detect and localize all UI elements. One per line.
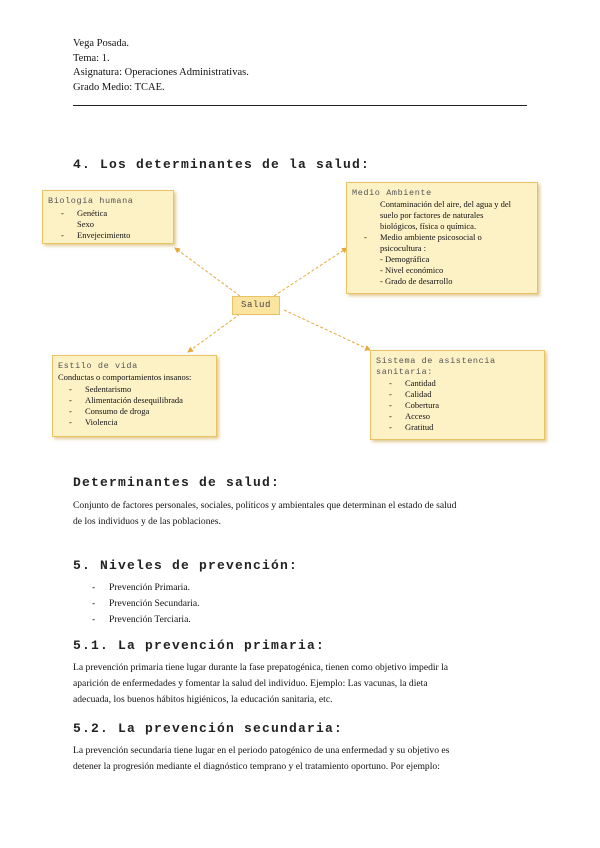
list-item: - Gratitud xyxy=(405,422,439,433)
paragraph-line: La prevención secundaria tiene lugar en el periodo patogénico de una enfermedad y su objetivo es xyxy=(73,745,450,756)
secondary-prevention-paragraph xyxy=(73,743,533,775)
estilo-list xyxy=(85,384,183,428)
estilo-vida-box xyxy=(52,355,217,437)
sistema-title-2: sanitaria: xyxy=(376,367,434,377)
prevention-levels-list xyxy=(92,580,200,628)
list-item: - Cantidad xyxy=(405,378,439,389)
author-line: Vega Posada. xyxy=(73,38,129,49)
subject-line: Asignatura: Operaciones Administrativas. xyxy=(73,67,249,78)
list-item: - Cobertura xyxy=(405,400,439,411)
list-item: psicocultura : xyxy=(380,243,427,253)
list-item: - Prevención Primaria. xyxy=(92,580,200,596)
arrow-to-biologia xyxy=(175,248,240,296)
paragraph-line: detener la progresión mediante el diagnóstico temprano y el tratamiento oportuno. Por ejemplo: xyxy=(73,761,440,772)
sistema-asistencia-box xyxy=(370,350,545,440)
list-item: - Alimentación desequilibrada xyxy=(85,395,183,406)
list-item: - Medio ambiente psicosocial o xyxy=(380,232,511,243)
arrow-to-sistema xyxy=(284,310,370,350)
paragraph-line: Conjunto de factores personales, sociales, políticos y ambientales que determinan el estado de salud xyxy=(73,500,457,511)
list-item: - Envejecimiento xyxy=(77,230,130,241)
list-item: biológicos, física o química. xyxy=(380,221,477,231)
medio-ambiente-box xyxy=(346,182,538,294)
list-item: - Prevención Secundaria. xyxy=(92,596,200,612)
section-5-heading: 5. Niveles de prevención: xyxy=(73,558,299,573)
list-item: - Nivel económico xyxy=(380,265,444,275)
section-5-2-heading: 5.2. La prevención secundaria: xyxy=(73,721,344,736)
list-item: - Genética xyxy=(77,208,130,219)
list-item: - Violencia xyxy=(85,417,183,428)
list-item: - Demográfica xyxy=(380,254,430,264)
paragraph-line: aparición de enfermedades y fomentar la salud del individuo. Ejemplo: Las vacunas, la dieta xyxy=(73,678,428,689)
section-5-1-heading: 5.1. La prevención primaria: xyxy=(73,638,326,653)
determinantes-paragraph xyxy=(73,498,533,530)
salud-center-box: Salud xyxy=(232,296,280,315)
biologia-list xyxy=(77,208,130,241)
list-item: - Grado de desarrollo xyxy=(380,276,453,286)
paragraph-line: de los individuos y de las poblaciones. xyxy=(73,516,221,527)
arrow-to-medio xyxy=(274,248,347,296)
medio-title: Medio Ambiente xyxy=(352,188,432,198)
list-item: Contaminación del aire, del agua y del xyxy=(380,199,511,209)
medio-list xyxy=(380,199,511,287)
estilo-intro: Conductas o comportamientos insanos: xyxy=(58,372,192,382)
list-item: - Acceso xyxy=(405,411,439,422)
list-item: - Prevención Terciaria. xyxy=(92,612,200,628)
topic-line: Tema: 1. xyxy=(73,52,110,64)
list-item: suelo por factores de naturales xyxy=(380,210,484,220)
paragraph-line: adecuada, los buenos hábitos higiénicos, la educación sanitaria, etc. xyxy=(73,694,333,705)
list-item: - Consumo de droga xyxy=(85,406,183,417)
biologia-box xyxy=(42,190,174,244)
paragraph-line: La prevención primaria tiene lugar durante la fase prepatogénica, tienen como objetivo impedir la xyxy=(73,662,449,673)
biologia-title: Biología humana xyxy=(48,196,134,206)
list-item: Sexo xyxy=(77,219,94,229)
determinantes-heading: Determinantes de salud: xyxy=(73,475,281,490)
list-item: - Sedentarismo xyxy=(85,384,183,395)
grade-line: Grado Medio: TCAE. xyxy=(73,81,165,93)
list-item: - Calidad xyxy=(405,389,439,400)
sistema-list xyxy=(405,378,439,433)
primary-prevention-paragraph xyxy=(73,660,533,708)
sistema-title-1: Sistema de asistencia xyxy=(376,356,496,366)
section-4-heading: 4. Los determinantes de la salud: xyxy=(73,157,371,172)
estilo-title: Estilo de vida xyxy=(58,361,138,371)
arrow-to-estilo xyxy=(188,314,240,352)
